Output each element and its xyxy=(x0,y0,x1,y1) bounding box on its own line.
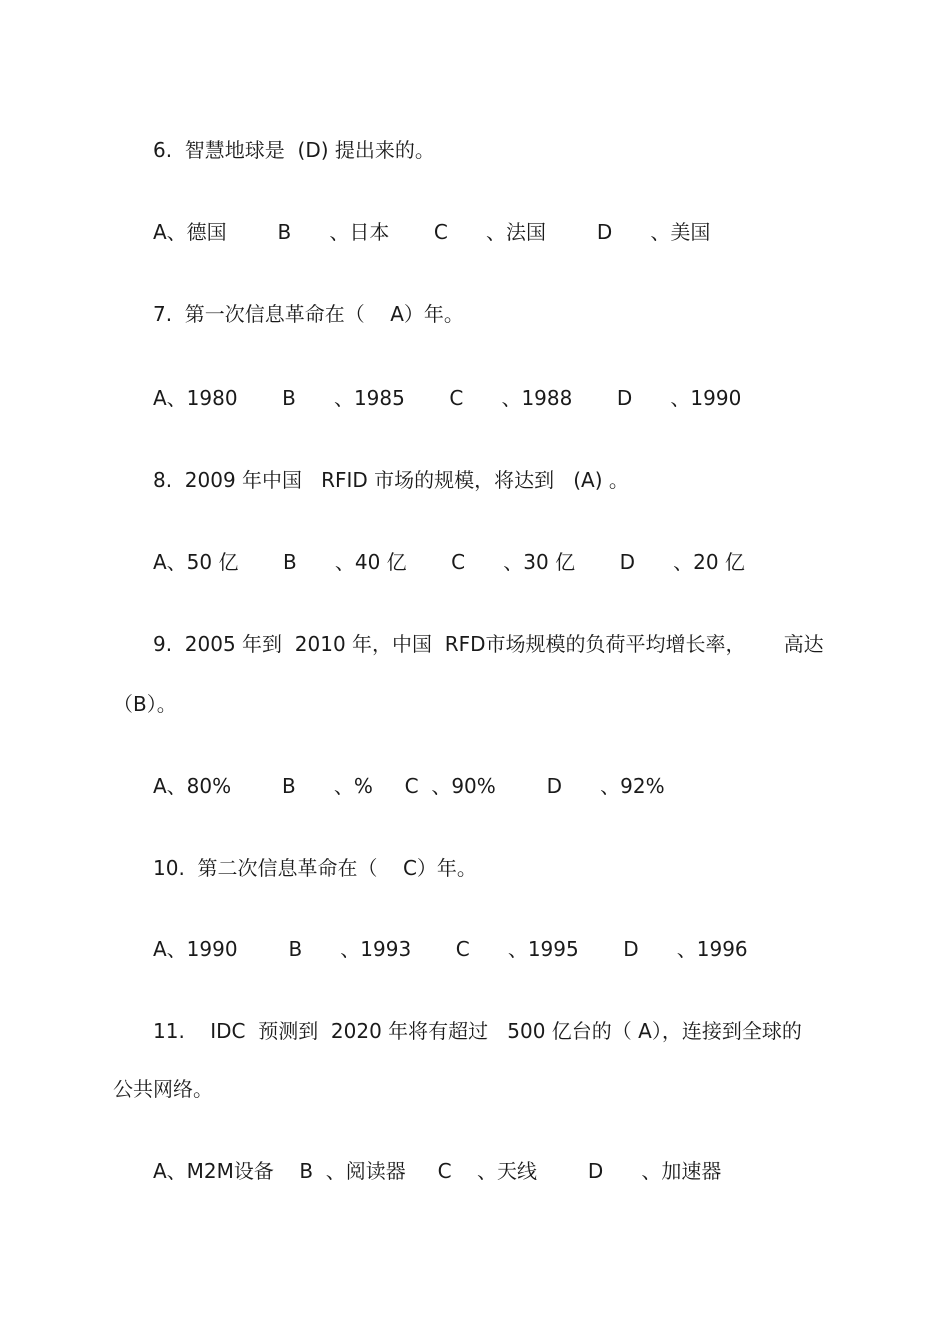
question-9-stem-continued: （B）。 xyxy=(113,692,177,716)
question-9-stem: 9. 2005 年到 2010 年，中国 RFD市场规模的负荷平均增长率， 高达 xyxy=(153,632,824,656)
question-11-options: A、M2M设备 B 、阅读器 C 、天线 D 、加速器 xyxy=(153,1159,722,1183)
question-8-options: A、50 亿 B 、40 亿 C 、30 亿 D 、20 亿 xyxy=(153,550,745,574)
question-7-options: A、1980 B 、1985 C 、1988 D 、1990 xyxy=(153,386,742,410)
question-6-options: A、德国 B 、日本 C 、法国 D 、美国 xyxy=(153,220,711,244)
question-11-stem: 11. IDC 预测到 2020 年将有超过 500 亿台的（ A），连接到全球的 xyxy=(153,1019,802,1043)
question-10-stem: 10. 第二次信息革命在（ C）年。 xyxy=(153,856,477,880)
question-7-stem: 7. 第一次信息革命在（ A）年。 xyxy=(153,302,464,326)
question-9-options: A、80% B 、% C 、90% D 、92% xyxy=(153,774,665,798)
question-11-stem-continued: 公共网络。 xyxy=(113,1077,213,1101)
question-10-options: A、1990 B 、1993 C 、1995 D 、1996 xyxy=(153,937,748,961)
question-8-stem: 8. 2009 年中国 RFID 市场的规模，将达到 (A) 。 xyxy=(153,468,629,492)
question-6-stem: 6. 智慧地球是 (D) 提出来的。 xyxy=(153,138,435,162)
